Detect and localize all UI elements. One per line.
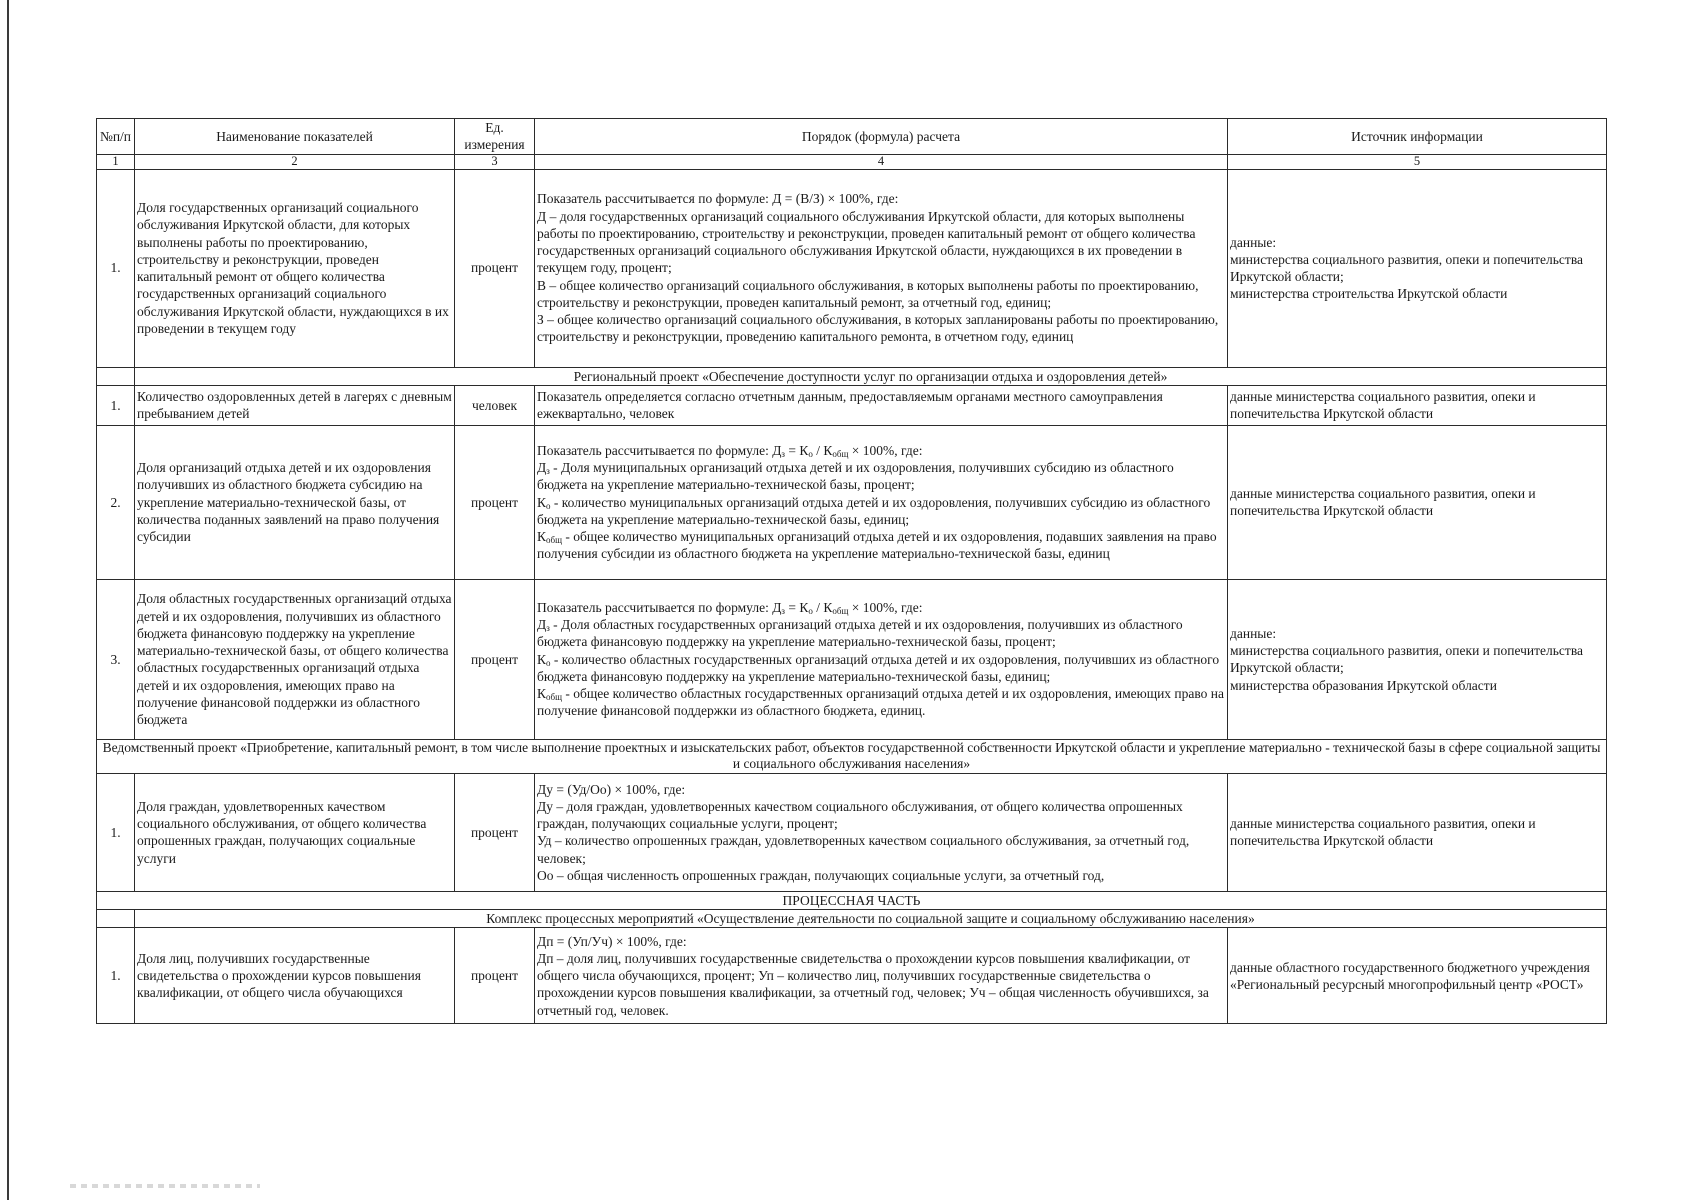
- indicator-name: Доля лиц, получивших государственные свидетельства о прохождении курсов повышения квалификации, от общего числа обучающихся: [135, 928, 455, 1024]
- section-title-complex: Комплекс процессных мероприятий «Осуществление деятельности по социальной защите и социальному обслуживанию населения»: [135, 910, 1607, 928]
- formula-text: - Доля областных государственных организаций отдыха детей и их оздоровления, получивших из областного бюджета финансовую поддержку на укрепление материально-технической базы, процент;: [537, 617, 1183, 650]
- formula-line: [537, 459, 1225, 494]
- calculation-formula: [535, 169, 1228, 367]
- indicator-unit: процент: [455, 579, 535, 739]
- formula-line: [537, 442, 1225, 459]
- table-row: [97, 773, 1607, 891]
- row-number: 1.: [97, 773, 135, 891]
- column-number: 5: [1228, 154, 1607, 169]
- formula-text: × 100%, где:: [848, 599, 923, 615]
- section-number-cell: [97, 367, 135, 385]
- formula-text: / К: [812, 599, 833, 615]
- table-row: [97, 425, 1607, 579]
- formula-line: Ду = (Уд/Оо) × 100%, где:: [537, 781, 686, 797]
- source-line: министерства социального развития, опеки и попечительства Иркутской области;: [1230, 643, 1584, 676]
- formula-subscript: з: [781, 448, 785, 459]
- formula-subscript: общ: [832, 448, 849, 459]
- calculation-formula: [535, 579, 1228, 739]
- formula-symbol: К: [537, 686, 547, 702]
- table-row: [97, 385, 1607, 425]
- information-source: [1228, 579, 1607, 739]
- section-row: [97, 891, 1607, 909]
- table-row: [97, 579, 1607, 739]
- scan-artifact: [70, 1184, 260, 1188]
- section-title-process: ПРОЦЕССНАЯ ЧАСТЬ: [97, 891, 1607, 909]
- source-line: данные:: [1230, 234, 1277, 250]
- header-formula: Порядок (формула) расчета: [535, 119, 1228, 155]
- formula-subscript: з: [546, 466, 550, 477]
- information-source: данные министерства социального развития, опеки и попечительства Иркутской области: [1228, 425, 1607, 579]
- formula-text: × 100%, где:: [848, 442, 923, 458]
- table-row: [97, 928, 1607, 1024]
- formula-line: Уд – количество опрошенных граждан, удовлетворенных качеством социального обслуживания, за отчетный год, человек;: [537, 833, 1190, 866]
- column-number: 2: [135, 154, 455, 169]
- source-line: министерства образования Иркутской области: [1230, 677, 1497, 693]
- column-number: 3: [455, 154, 535, 169]
- information-source: данные областного государственного бюджетного учреждения «Региональный ресурсный многопрофильный центр «РОСТ»: [1228, 928, 1607, 1024]
- information-source: [1228, 169, 1607, 367]
- column-number-row: [97, 154, 1607, 169]
- indicator-unit: процент: [455, 425, 535, 579]
- section-title-regional: Региональный проект «Обеспечение доступности услуг по организации отдыха и оздоровления детей»: [135, 367, 1607, 385]
- formula-subscript: з: [781, 605, 785, 616]
- section-row: [97, 910, 1607, 928]
- indicator-name: Доля областных государственных организаций отдыха детей и их оздоровления, получивших из областного бюджета финансовую поддержку на укрепление материально-технической базы, от общего количества областных государственных организаций отдыха детей и их оздоровления, имеющих право на получение финансовой поддержки из областного бюджета: [135, 579, 455, 739]
- formula-line: [537, 685, 1225, 720]
- formula-text: - общее количество муниципальных организаций отдыха детей и их оздоровления, подавших заявления на право получения субсидии из областного бюджета на укрепление материально-технической базы, единиц: [537, 529, 1217, 562]
- indicator-unit: процент: [455, 169, 535, 367]
- formula-subscript: общ: [832, 605, 849, 616]
- formula-symbol: Д: [537, 617, 547, 633]
- section-row: [97, 367, 1607, 385]
- formula-text: - общее количество областных государственных организаций отдыха детей и их оздоровления, имеющих право на получение финансовой поддержки из областного бюджета, единиц.: [537, 686, 1225, 719]
- indicator-unit: процент: [455, 773, 535, 891]
- header-indicator-name: Наименование показателей: [135, 119, 455, 155]
- calculation-formula: [535, 773, 1228, 891]
- formula-text: Показатель рассчитывается по формуле: Д: [537, 442, 782, 458]
- formula-symbol: К: [537, 529, 547, 545]
- formula-line: [537, 616, 1225, 651]
- formula-line: Ду – доля граждан, удовлетворенных качеством социального обслуживания, от общего количества опрошенных граждан, получающих социальные услуги, процент;: [537, 798, 1183, 832]
- indicator-name: Количество оздоровленных детей в лагерях с дневным пребыванием детей: [135, 385, 455, 425]
- formula-line: Д – доля государственных организаций социального обслуживания Иркутской области, для которых выполнены работы по проектированию, строительству и реконструкции, проведен капитальный ремонт от общего количества государственных организаций социального обслуживания Иркутской области, нуждающихся в их проведении в текущем году, процент;: [537, 208, 1196, 276]
- table-row: [97, 169, 1607, 367]
- formula-line: [537, 599, 1225, 616]
- formula-line: Дп = (Уп/Уч) × 100%, где:: [537, 933, 687, 949]
- formula-line: [537, 494, 1225, 529]
- calculation-formula: [535, 425, 1228, 579]
- section-title-departmental: Ведомственный проект «Приобретение, капитальный ремонт, в том числе выполнение проектных и изыскательских работ, объектов государственной собственности Иркутской области и укрепление материально - технической базы в сфере социальной защиты и социального обслуживания населения»: [97, 739, 1607, 773]
- indicator-unit: процент: [455, 928, 535, 1024]
- header-number: №п/п: [97, 119, 135, 155]
- formula-symbol: К: [537, 651, 547, 667]
- formula-subscript: о: [546, 500, 551, 511]
- indicator-name: Доля организаций отдыха детей и их оздоровления получивших из областного бюджета субсидию на укрепление материально-технической базы, от количества поданных заявлений на право получения субсидии: [135, 425, 455, 579]
- formula-subscript: общ: [546, 692, 563, 703]
- scan-edge-line: [7, 0, 9, 1200]
- header-source: Источник информации: [1228, 119, 1607, 155]
- formula-line: Оо – общая численность опрошенных граждан, получающих социальные услуги, за отчетный год,: [537, 867, 1105, 883]
- calculation-formula: [535, 928, 1228, 1024]
- formula-line: Показатель рассчитывается по формуле: Д = (В/З) × 100%, где:: [537, 191, 899, 207]
- formula-line: [537, 651, 1225, 686]
- formula-symbol: К: [537, 494, 547, 510]
- formula-text: - количество областных государственных организаций отдыха детей и их оздоровления, получивших из областного бюджета финансовую поддержку на укрепление материально-технической базы, единиц;: [537, 651, 1220, 684]
- information-source: данные министерства социального развития, опеки и попечительства Иркутской области: [1228, 773, 1607, 891]
- formula-line: З – общее количество организаций социального обслуживания, в которых запланированы работы по проектированию, строительству и реконструкции, проведению капитального ремонта, в отчетном году, единиц: [537, 312, 1219, 345]
- row-number: 2.: [97, 425, 135, 579]
- row-number: 1.: [97, 928, 135, 1024]
- formula-subscript: общ: [546, 535, 563, 546]
- source-line: данные:: [1230, 625, 1277, 641]
- indicators-table: [96, 118, 1607, 1024]
- source-line: министерства социального развития, опеки и попечительства Иркутской области;: [1230, 251, 1584, 285]
- header-unit: Ед. измерения: [455, 119, 535, 155]
- column-number: 1: [97, 154, 135, 169]
- formula-text: - количество муниципальных организаций отдыха детей и их оздоровления, получивших субсидию из областного бюджета на укрепление материально-технической базы, единиц;: [537, 494, 1211, 527]
- formula-text: / К: [812, 442, 833, 458]
- formula-line: [537, 528, 1225, 563]
- table-header-row: [97, 119, 1607, 155]
- section-row: [97, 739, 1607, 773]
- section-number-cell: [97, 910, 135, 928]
- formula-text: = К: [784, 599, 809, 615]
- row-number: 3.: [97, 579, 135, 739]
- formula-subscript: о: [546, 657, 551, 668]
- formula-symbol: Д: [537, 460, 547, 476]
- formula-subscript: о: [808, 448, 813, 459]
- formula-subscript: о: [808, 605, 813, 616]
- source-line: министерства строительства Иркутской области: [1230, 286, 1508, 302]
- row-number: 1.: [97, 385, 135, 425]
- indicator-name: Доля граждан, удовлетворенных качеством социального обслуживания, от общего количества опрошенных граждан, получающих социальные услуги: [135, 773, 455, 891]
- formula-subscript: з: [546, 623, 550, 634]
- formula-line: В – общее количество организаций социального обслуживания, в которых выполнены работы по проектированию, строительству и реконструкции, проведен капитальный ремонт, за отчетный год, единиц;: [537, 277, 1199, 310]
- indicator-name: Доля государственных организаций социального обслуживания Иркутской области, для которых выполнены работы по проектированию, строительству и реконструкции, проведен капитальный ремонт от общего количества государственных организаций социального обслуживания Иркутской области, нуждающихся в их проведении в текущем году: [135, 169, 455, 367]
- column-number: 4: [535, 154, 1228, 169]
- information-source: данные министерства социального развития, опеки и попечительства Иркутской области: [1228, 385, 1607, 425]
- calculation-formula: Показатель определяется согласно отчетным данным, предоставляемым органами местного самоуправления ежеквартально, человек: [535, 385, 1228, 425]
- row-number: 1.: [97, 169, 135, 367]
- formula-text: - Доля муниципальных организаций отдыха детей и их оздоровления, получивших субсидию из областного бюджета на укрепление материально-технической базы, процент;: [537, 460, 1174, 493]
- formula-text: Показатель рассчитывается по формуле: Д: [537, 599, 782, 615]
- formula-line: Дп – доля лиц, получивших государственные свидетельства о прохождении курсов повышения квалификации, от общего числа обучающихся, процент; Уп – количество лиц, получивших государственные свидетельства о прохождении курсов повышения квалификации, за отчетный год, человек; Уч – общая численность обучившихся, за отчетный год, человек.: [537, 950, 1209, 1018]
- formula-text: = К: [784, 442, 809, 458]
- indicator-unit: человек: [455, 385, 535, 425]
